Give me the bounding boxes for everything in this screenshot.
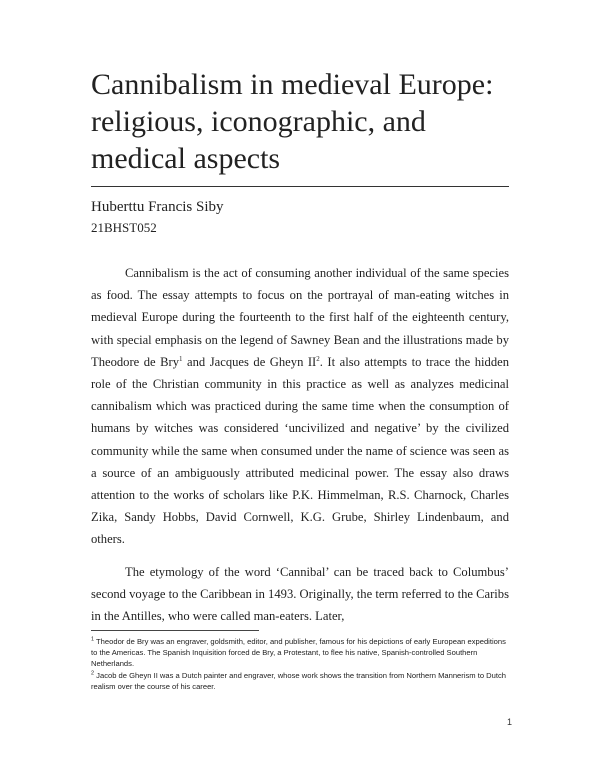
body-paragraph — [91, 262, 509, 551]
body-text — [91, 262, 509, 627]
student-id: 21BHST052 — [91, 220, 157, 235]
body-paragraph: The etymology of the word ‘Cannibal’ can be traced back to Columbus’ second voyage to the Caribbean in 1493. Originally, the term referred to the Caribs in the Antilles, who were called man-eaters. Later, — [91, 564, 509, 624]
footnote-ref[interactable]: 1 — [179, 354, 183, 363]
footnote-ref[interactable]: 2 — [316, 354, 320, 363]
footnote — [91, 670, 509, 692]
author-name: Huberttu Francis Siby — [91, 199, 224, 215]
paragraph-text: . It also attempts to trace the hidden role of the Christian community in this practice as well as analyzes medicinal cannibalism which was practiced during the same time when the consumption of humans by witches was considered ‘uncivilized and negative’ by the civilized community while the same when consumed under the name of science was seen as a source of an ambiguously attributed medicinal power. The essay also draws attention to the works of scholars like P.K. Himmelman, R.S. Charnock, Charles Zika, Sandy Hobbs, David Cornwell, K.G. Grube, Shirley Lindenbaum, and others. — [91, 354, 509, 547]
footnote-text: Jacob de Gheyn II was a Dutch painter and engraver, whose work shows the transition from Northern Mannerism to Dutch realism over the course of his career. — [91, 671, 507, 691]
paragraph-text: Cannibalism is the act of consuming another individual of the same species as food. The essay attempts to focus on the portrayal of man-eating witches in medieval Europe during the fourteenth to the first half of the eighteenth century, with special emphasis on the legend of Sawney Bean and the illustrations made by Theodore de Bry — [91, 266, 509, 369]
footnotes — [91, 636, 509, 693]
footnote — [91, 636, 509, 669]
paragraph-text: and Jacques de Gheyn II — [182, 354, 317, 369]
title-divider — [91, 186, 509, 187]
footnote-text: Theodor de Bry was an engraver, goldsmith, editor, and publisher, famous for his depictions of early European expeditions to the Americas. The Spanish Inquisition forced de Bry, a Protestant, to flee his native, Spanish-controlled Southern Netherlands. — [91, 637, 506, 668]
page-number: 1 — [506, 717, 512, 727]
document-title: Cannibalism in medieval Europe: religious, iconographic, and medical aspects — [91, 68, 494, 175]
footnote-marker: 2 — [91, 670, 95, 677]
footnote-marker: 1 — [91, 636, 95, 643]
footnote-divider — [91, 630, 259, 631]
